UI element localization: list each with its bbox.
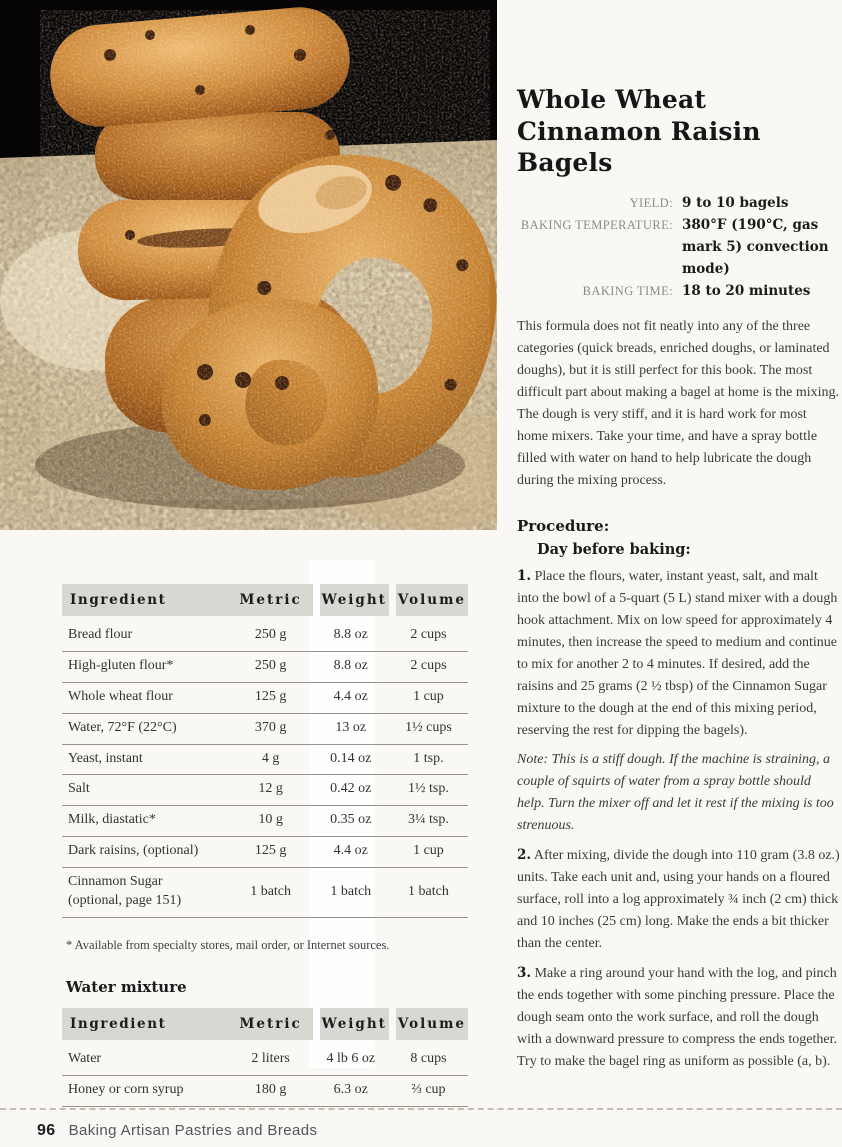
ingredient-metric: 1 batch — [229, 868, 313, 918]
step-text: Make a ring around your hand with the log, and pinch the ends together with some pinching pressure. Place the dough seam onto the work surface, and roll the dough with a downward pressure to compress the ends together. Try to make the bagel ring as uniform as possible (a, b). — [517, 965, 837, 1069]
water-mixture-table — [62, 1008, 468, 1107]
ingredient-name: Whole wheat flour — [62, 683, 229, 714]
meta-row-baking-temperature — [517, 214, 841, 280]
ingredient-metric: 12 g — [229, 775, 313, 806]
step-text: Place the flours, water, instant yeast, salt, and malt into the bowl of a 5-quart (5 L) stand mixer with a dough hook attachment. Mix on low speed for approximately 4 minutes, then increase the speed to medium and continue to mix for another 2 to 4 minutes. If desired, add the raisins and 25 grams (2 ½ tbsp) of the Cinnamon Sugar mixture to the dough at the end of this mixing period, reserving the rest for dipping the bagels). — [517, 568, 838, 738]
book-title: Baking Artisan Pastries and Breads — [68, 1122, 318, 1139]
ingredient-volume: 8 cups — [389, 1040, 468, 1076]
baking-temperature-value: 380°F (190°C, gas mark 5) convection mode) — [682, 216, 829, 277]
ingredient-name: Bread flour — [62, 616, 229, 652]
procedure-step-2 — [517, 844, 841, 955]
col-header-metric: Metric — [229, 1008, 313, 1040]
ingredient-metric: 250 g — [229, 652, 313, 683]
step-number: 2. — [517, 846, 532, 863]
bagels-photo-svg — [0, 0, 497, 530]
table-row — [62, 1076, 468, 1107]
table-row — [62, 652, 468, 683]
col-header-metric: Metric — [229, 584, 313, 616]
recipe-title: Whole Wheat Cinnamon Raisin Bagels — [517, 85, 761, 177]
table-row — [62, 714, 468, 745]
baking-time-label: BAKING TIME: — [582, 283, 673, 298]
ingredients-table — [62, 584, 468, 918]
recipe-intro: This formula does not fit neatly into any of the three categories (quick breads, enriched doughs, or laminated doughs), but it is still perfect for this book. The most difficult part about making a bagel at home is the mixing. The dough is very stiff, and it is hard work for most home mixers. Take your time, and have a spray bottle filled with water on hand to help lubricate the dough during the mixing process. — [517, 318, 840, 488]
ingredient-metric: 4 g — [229, 745, 313, 776]
yield-label: YIELD: — [629, 195, 673, 210]
meta-row-baking-time — [517, 280, 841, 302]
ingredient-volume: 1 tsp. — [389, 745, 468, 776]
ingredient-volume: 3¼ tsp. — [389, 806, 468, 837]
ingredient-weight: 0.35 oz — [313, 806, 389, 837]
ingredient-metric: 10 g — [229, 806, 313, 837]
ingredient-name: Cinnamon Sugar (optional, page 151) — [62, 868, 229, 918]
procedure-note: Note: This is a stiff dough. If the machine is straining, a couple of squirts of water from a spray bottle should help. Turn the mixer off and let it rest if the mixing is too strenuous. — [517, 751, 834, 833]
ingredient-metric: 370 g — [229, 714, 313, 745]
col-header-volume: Volume — [389, 584, 468, 616]
ingredient-weight: 0.42 oz — [313, 775, 389, 806]
availability-footnote: * Available from specialty stores, mail order, or Internet sources. — [66, 937, 390, 952]
table-header-row — [62, 1008, 468, 1040]
procedure-subheading: Day before baking: — [537, 540, 691, 558]
col-header-volume: Volume — [389, 1008, 468, 1040]
table-row — [62, 683, 468, 714]
ingredients-section — [62, 584, 468, 1107]
baking-time-value: 18 to 20 minutes — [682, 282, 811, 299]
ingredient-weight: 4.4 oz — [313, 837, 389, 868]
ingredient-volume: ⅔ cup — [389, 1076, 468, 1107]
yield-value: 9 to 10 bagels — [682, 194, 789, 211]
ingredient-weight: 8.8 oz — [313, 616, 389, 652]
step-text: After mixing, divide the dough into 110 gram (3.8 oz.) units. Take each unit and, using your hands on a floured surface, roll into a log approximately ¾ inch (2 cm) thick and 10 inches (25 cm) long. Make the ends a bit thicker than the center. — [517, 847, 840, 951]
ingredient-weight: 1 batch — [313, 868, 389, 918]
ingredient-metric: 2 liters — [229, 1040, 313, 1076]
ingredient-name: Water — [62, 1040, 229, 1076]
footer-dashed-rule — [0, 1108, 842, 1110]
procedure-heading: Procedure: — [517, 516, 610, 535]
page-number: 96 — [37, 1122, 56, 1139]
col-header-ingredient: Ingredient — [62, 1008, 229, 1040]
ingredient-name: Yeast, instant — [62, 745, 229, 776]
col-header-ingredient: Ingredient — [62, 584, 229, 616]
col-header-weight: Weight — [313, 584, 389, 616]
ingredient-metric: 250 g — [229, 616, 313, 652]
ingredient-name: Dark raisins, (optional) — [62, 837, 229, 868]
ingredient-name: Water, 72°F (22°C) — [62, 714, 229, 745]
ingredient-metric: 180 g — [229, 1076, 313, 1107]
ingredient-volume: 1 batch — [389, 868, 468, 918]
procedure-step-1 — [517, 565, 841, 742]
meta-row-yield — [517, 192, 841, 214]
table-row — [62, 868, 468, 918]
table-row — [62, 1040, 468, 1076]
table-row — [62, 837, 468, 868]
recipe-text-column — [517, 84, 841, 1073]
procedure-step-3 — [517, 962, 841, 1073]
ingredient-name: Milk, diastatic* — [62, 806, 229, 837]
table-header-row — [62, 584, 468, 616]
ingredient-volume: 2 cups — [389, 616, 468, 652]
ingredient-volume: 2 cups — [389, 652, 468, 683]
ingredient-volume: 1 cup — [389, 683, 468, 714]
ingredient-metric: 125 g — [229, 683, 313, 714]
ingredient-volume: 1½ tsp. — [389, 775, 468, 806]
ingredient-weight: 8.8 oz — [313, 652, 389, 683]
ingredient-weight: 6.3 oz — [313, 1076, 389, 1107]
table-row — [62, 616, 468, 652]
ingredient-weight: 4.4 oz — [313, 683, 389, 714]
ingredient-name: High-gluten flour* — [62, 652, 229, 683]
table-row — [62, 806, 468, 837]
table-row — [62, 745, 468, 776]
footer — [37, 1122, 317, 1140]
recipe-meta — [517, 192, 841, 302]
step-number: 1. — [517, 567, 532, 584]
ingredient-metric: 125 g — [229, 837, 313, 868]
col-header-weight: Weight — [313, 1008, 389, 1040]
step-number: 3. — [517, 964, 532, 981]
ingredient-weight: 13 oz — [313, 714, 389, 745]
water-mixture-heading: Water mixture — [66, 977, 187, 996]
ingredient-weight: 0.14 oz — [313, 745, 389, 776]
bagels-photo — [0, 0, 497, 530]
ingredient-name: Honey or corn syrup — [62, 1076, 229, 1107]
ingredient-volume: 1 cup — [389, 837, 468, 868]
ingredient-name: Salt — [62, 775, 229, 806]
ingredient-weight: 4 lb 6 oz — [313, 1040, 389, 1076]
table-row — [62, 775, 468, 806]
ingredient-volume: 1½ cups — [389, 714, 468, 745]
baking-temperature-label: BAKING TEMPERATURE: — [520, 217, 673, 232]
